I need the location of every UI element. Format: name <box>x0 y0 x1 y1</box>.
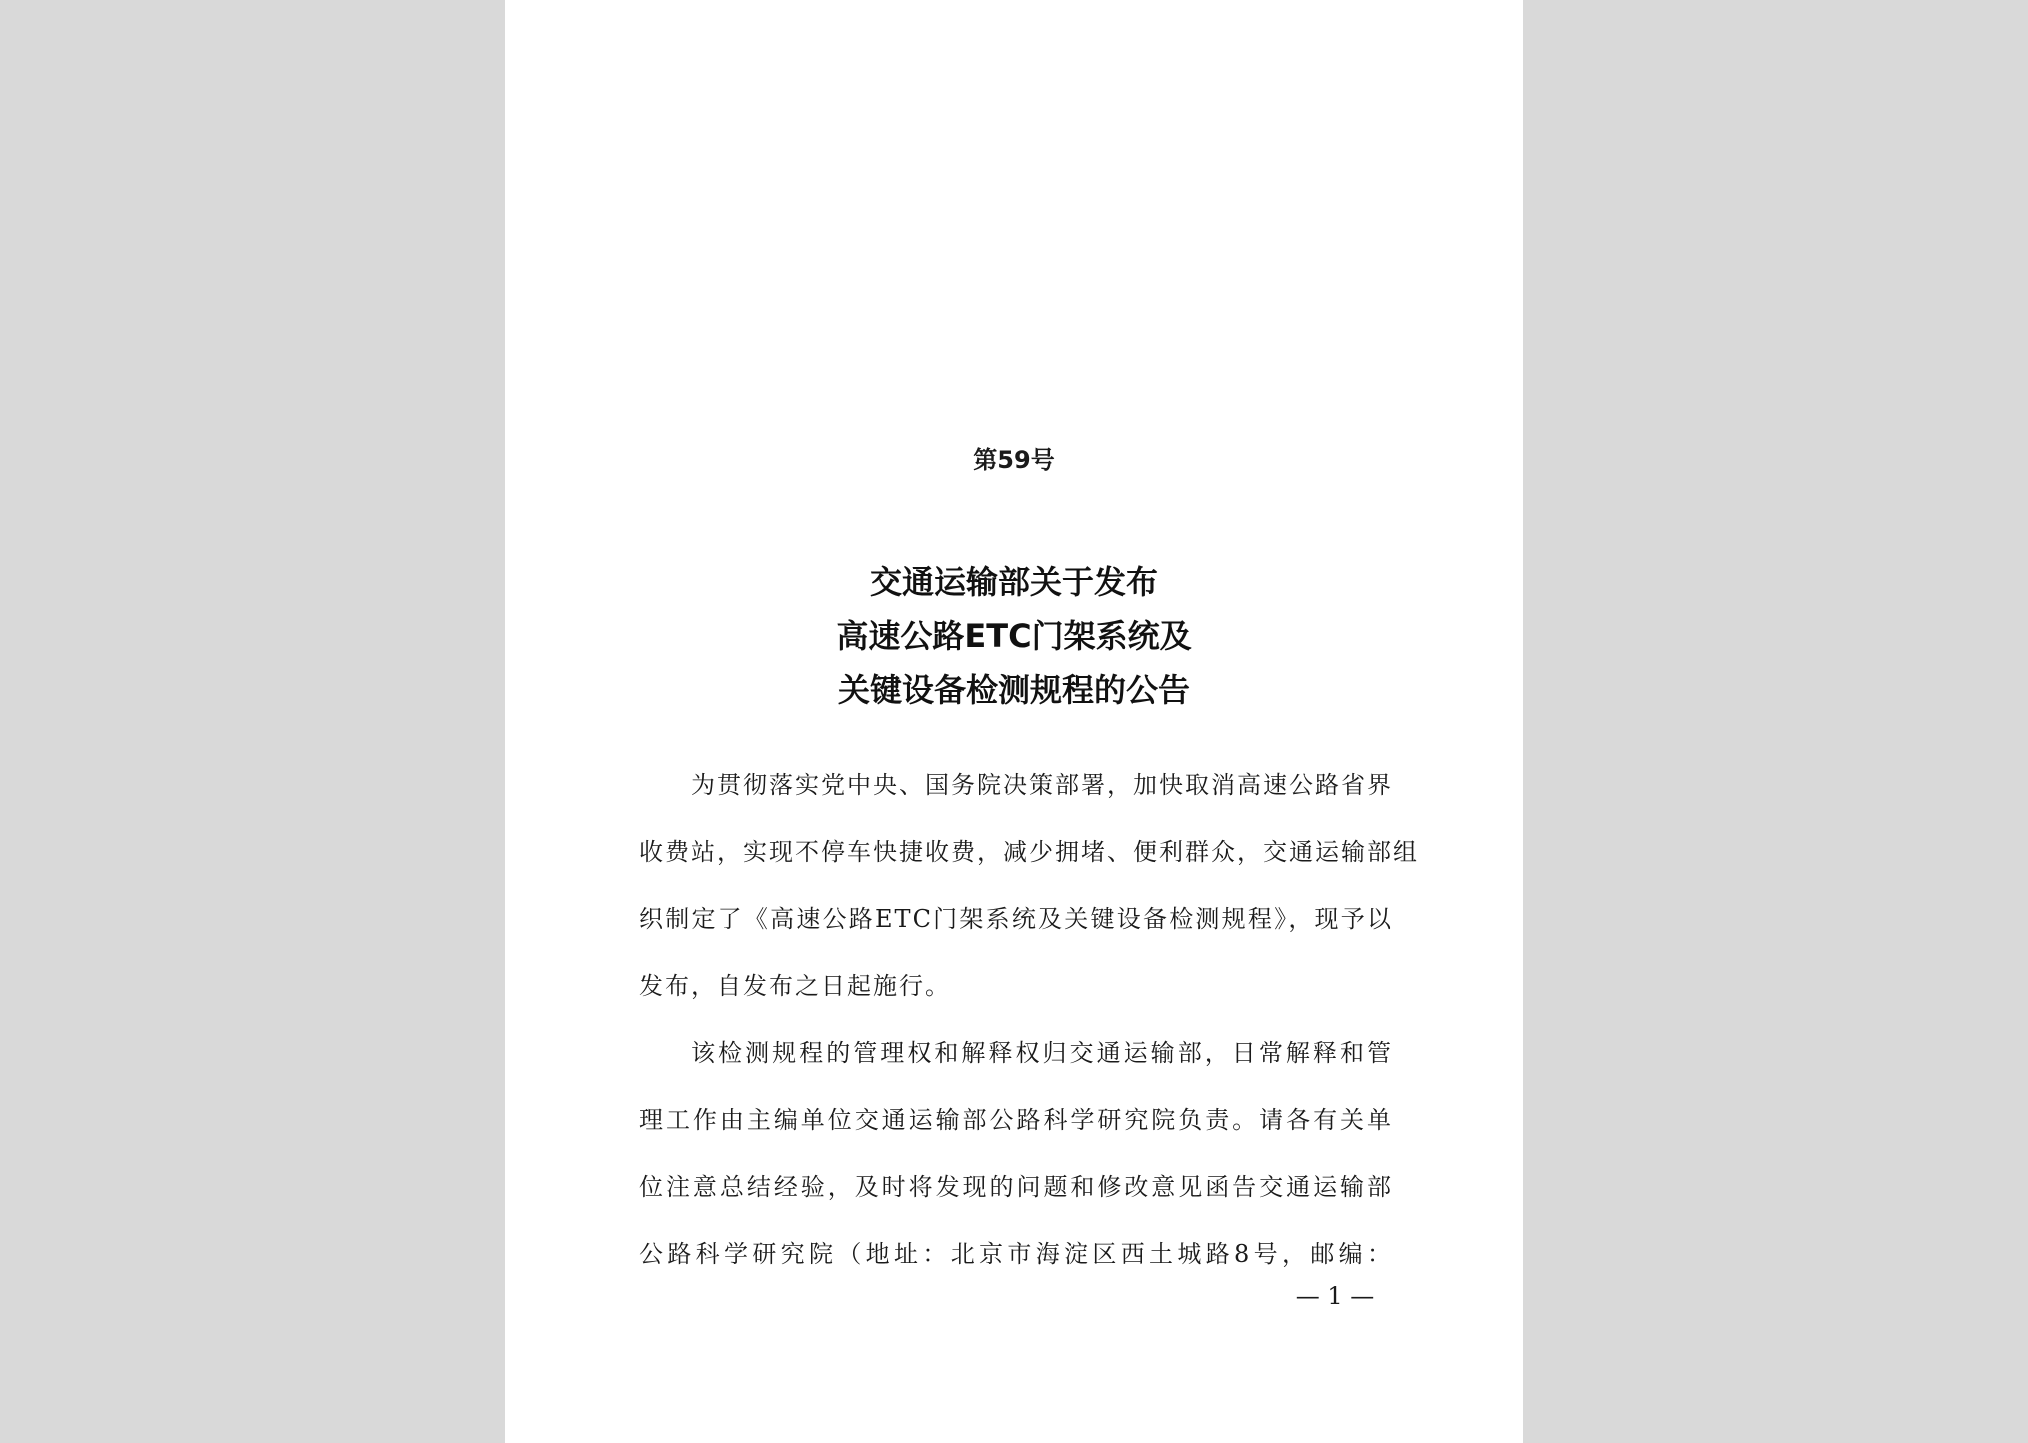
text-line: 该检测规程的管理权和解释权归交通运输部，日常解释和管 <box>691 1039 1393 1067</box>
paragraph <box>639 752 1419 1020</box>
title-line: 交通运输部关于发布 <box>869 563 1158 601</box>
title-line: 高速公路ETC门架系统及 <box>836 617 1192 655</box>
text-line: 发布，自发布之日起施行。 <box>639 972 951 1000</box>
document-title <box>505 555 1523 717</box>
text-line: 位注意总结经验，及时将发现的问题和修改意见函告交通运输部 <box>639 1173 1393 1201</box>
document-number: 第59号 <box>973 446 1055 474</box>
text-line: 收费站，实现不停车快捷收费，减少拥堵、便利群众，交通运输部组 <box>639 838 1419 866</box>
text-line: 理工作由主编单位交通运输部公路科学研究院负责。请各有关单 <box>639 1106 1393 1134</box>
title-line: 关键设备检测规程的公告 <box>837 671 1190 709</box>
document-body <box>639 752 1419 1288</box>
document-page <box>505 0 1523 1443</box>
text-line: 为贯彻落实党中央、国务院决策部署，加快取消高速公路省界 <box>691 771 1393 799</box>
text-line: 织制定了《高速公路ETC门架系统及关键设备检测规程》，现予以 <box>639 905 1393 933</box>
text-line: 公路科学研究院（地址：北京市海淀区西土城路8号，邮编： <box>639 1240 1393 1268</box>
page-number: — 1 — <box>1295 1282 1375 1310</box>
paragraph <box>639 1020 1393 1288</box>
